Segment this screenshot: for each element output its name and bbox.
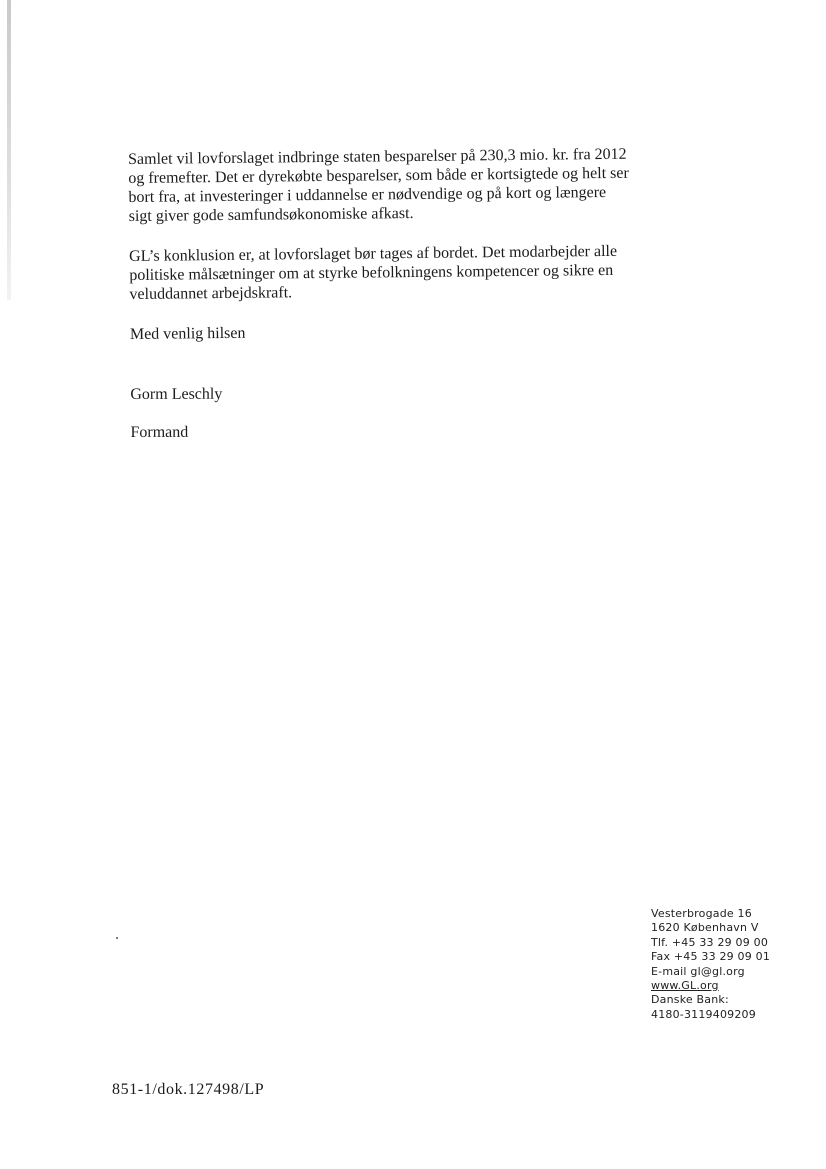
contact-block <box>651 907 770 1022</box>
contact-bank-account: 4180-3119409209 <box>651 1007 756 1021</box>
contact-city: 1620 København V <box>651 921 759 935</box>
closing-salutation: Med venlig hilsen <box>129 324 246 343</box>
paragraph-savings: Samlet vil lovforslaget indbringe staten besparelser på 230,3 mio. kr. fra 2012 og fremefter. Det er dyrekøbte besparelser, som både er kortsigtede og helt ser bort fra, at investeringer i uddannelse er nødvendige og på kort og længere sigt giver gode samfundsøkonomiske afkast. <box>128 145 629 225</box>
contact-fax: Fax +45 33 29 09 01 <box>651 950 771 964</box>
contact-website-link[interactable]: www.GL.org <box>651 979 719 993</box>
signature-block <box>130 364 690 461</box>
scan-edge-shadow <box>7 0 11 300</box>
contact-bank-label: Danske Bank: <box>651 993 729 1007</box>
scan-speck <box>116 937 118 939</box>
contact-phone: Tlf. +45 33 29 09 00 <box>651 935 769 949</box>
contact-email: E-mail gl@gl.org <box>651 964 745 978</box>
signer-title: Formand <box>130 423 189 441</box>
letter-body <box>128 144 691 461</box>
document-reference: 851-1/dok.127498/LP <box>112 1081 265 1098</box>
paragraph-conclusion: GL’s konklusion er, at lovforslaget bør tages af bordet. Det modarbejder alle politiske målsætninger om at styrke befolkningens kompetencer og sikre en veluddannet arbejdskraft. <box>129 242 618 303</box>
contact-street: Vesterbrogade 16 <box>651 907 752 920</box>
signer-name: Gorm Leschly <box>130 385 223 403</box>
